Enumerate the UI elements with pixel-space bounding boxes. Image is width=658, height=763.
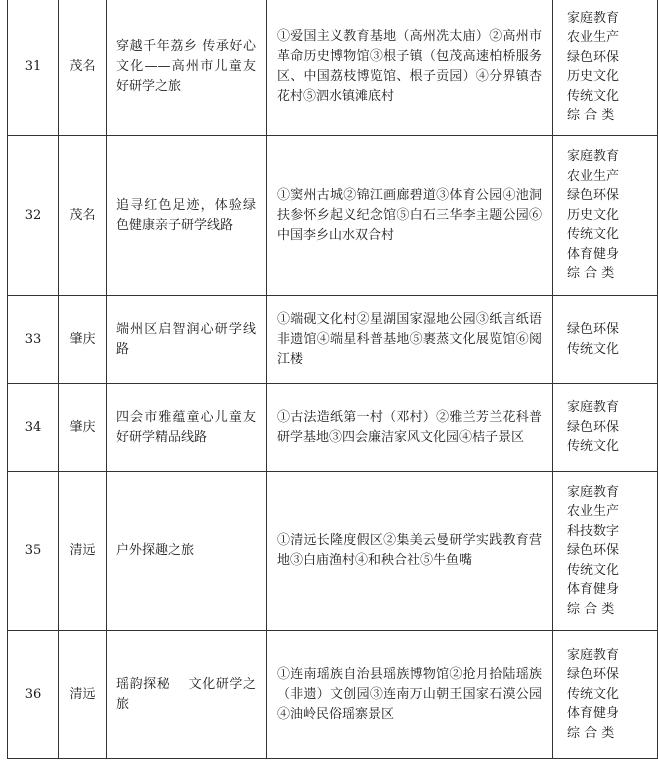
types-cell [553, 296, 658, 384]
city-cell: 茂名 [59, 0, 107, 136]
type-label: 综 合 类 [567, 108, 615, 123]
type-label: 绿色环保 [567, 543, 620, 559]
type-label: 绿色环保 [567, 419, 620, 435]
row-number: 34 [8, 384, 59, 472]
table-row [8, 384, 658, 472]
type-label: 综 合 类 [567, 601, 615, 617]
type-label: 传统文化 [567, 562, 620, 578]
row-number: 36 [8, 631, 59, 759]
type-label: 传统文化 [567, 341, 620, 357]
types-cell [553, 472, 658, 631]
types-cell [553, 0, 658, 136]
type-label: 绿色环保 [567, 188, 620, 204]
type-label: 历史文化 [567, 207, 620, 223]
table-row [8, 0, 658, 136]
route-name-cell: 追寻红色足迹，体验绿色健康亲子研学线路 [107, 136, 267, 296]
type-label: 家庭教育 [567, 400, 620, 416]
row-number: 32 [8, 136, 59, 296]
type-label: 体育健身 [567, 246, 620, 262]
type-label: 农业生产 [567, 504, 620, 520]
type-label: 历史文化 [567, 69, 620, 84]
type-label: 家庭教育 [567, 647, 620, 663]
type-label: 传统文化 [567, 439, 620, 455]
sites-cell: ①窦州古城②锦江画廊碧道③体育公园④池洞扶参怀乡起义纪念馆⑤白石三华李主题公园⑥中国李乡山水双合村 [267, 136, 553, 296]
table-row [8, 296, 658, 384]
type-label: 绿色环保 [567, 667, 620, 683]
type-label: 绿色环保 [567, 322, 620, 337]
city-cell: 清远 [59, 631, 107, 759]
type-label: 家庭教育 [567, 10, 620, 26]
type-label: 传统文化 [567, 686, 620, 702]
type-label: 家庭教育 [567, 149, 620, 165]
city-cell: 肇庆 [59, 296, 107, 384]
type-label: 家庭教育 [567, 484, 620, 500]
type-label: 科技数字 [567, 523, 620, 539]
city-cell: 茂名 [59, 136, 107, 296]
type-label: 绿色环保 [567, 49, 620, 65]
row-number: 35 [8, 472, 59, 631]
sites-cell: ①古法造纸第一村（邓村）②雅兰芳兰花科普研学基地③四会廉洁家风文化园④桔子景区 [267, 384, 553, 472]
route-name-cell: 四会市雅蕴童心儿童友好研学精品线路 [107, 384, 267, 472]
type-label: 综 合 类 [567, 725, 615, 741]
type-label: 传统文化 [567, 227, 620, 243]
route-name-cell: 穿越千年荔乡 传承好心文化——高州市儿童友好研学之旅 [107, 0, 267, 136]
types-cell [553, 136, 658, 296]
types-cell [553, 384, 658, 472]
type-label: 农业生产 [567, 168, 620, 184]
sites-cell: ①端砚文化村②星湖国家湿地公园③纸言纸语非遗馆④端星科普基地⑤裹蒸文化展览馆⑥阅江楼 [267, 296, 553, 384]
city-cell: 清远 [59, 472, 107, 631]
sites-cell: ①清远长隆度假区②集美云曼研学实践教育营地③白庙渔村④和秧合社⑤牛鱼嘴 [267, 472, 553, 631]
route-name-cell: 端州区启智润心研学线路 [107, 296, 267, 384]
type-label: 体育健身 [567, 582, 620, 598]
city-cell: 肇庆 [59, 384, 107, 472]
table-row [8, 136, 658, 296]
route-name-cell: 户外探趣之旅 [107, 472, 267, 631]
table-row [8, 631, 658, 759]
study-routes-table [7, 0, 658, 759]
row-number: 31 [8, 0, 59, 136]
type-label: 体育健身 [567, 706, 620, 722]
route-name-cell: 瑶韵探秘 文化研学之旅 [107, 631, 267, 759]
type-label: 传统文化 [567, 88, 620, 104]
sites-cell: ①爱国主义教育基地（高州冼太庙）②高州市革命历史博物馆③根子镇（包茂高速柏桥服务区、中国荔枝博览馆、根子贡园）④分界镇杏花村⑤泗水镇滩底村 [267, 0, 553, 136]
sites-cell: ①连南瑶族自治县瑶族博物馆②抢月拾陆瑶族（非遗）文创园③连南万山朝王国家石漠公园④油岭民俗瑶寨景区 [267, 631, 553, 759]
types-cell [553, 631, 658, 759]
row-number: 33 [8, 296, 59, 384]
table-row [8, 472, 658, 631]
type-label: 农业生产 [567, 30, 620, 45]
type-label: 综 合 类 [567, 266, 615, 282]
